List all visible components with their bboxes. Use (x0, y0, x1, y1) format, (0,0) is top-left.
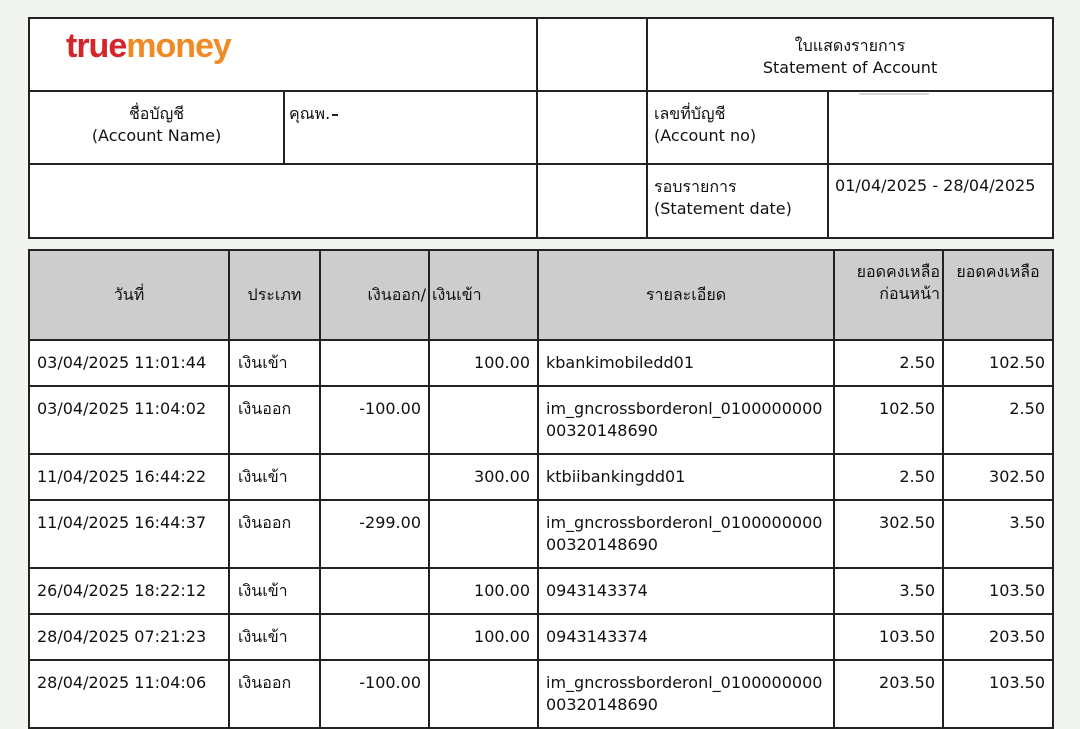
table-row (29, 568, 1053, 614)
account-no-label: เลขที่บัญชี (Account no) (647, 91, 828, 164)
row-balance-before: 302.50 (834, 500, 943, 568)
table-row (29, 500, 1053, 568)
row-detail: im_gncrossborderonl_0100000000 00320148690 (538, 500, 834, 568)
statement-header (28, 17, 1054, 239)
statement-title-th: ใบแสดงรายการ (794, 36, 906, 55)
row-balance-before: 203.50 (834, 660, 943, 728)
statement-date-value: 01/04/2025 - 28/04/2025 (828, 164, 1053, 238)
statement-date-label: รอบรายการ (Statement date) (647, 164, 828, 238)
logo-cell (29, 18, 537, 91)
row-balance-after: 103.50 (943, 568, 1053, 614)
row-type: เงินออก (229, 500, 320, 568)
row-date: 28/04/2025 07:21:23 (29, 614, 229, 660)
row-balance-before: 102.50 (834, 386, 943, 454)
row-out (320, 614, 429, 660)
row-out (320, 568, 429, 614)
row-balance-after: 102.50 (943, 340, 1053, 386)
row-in: 100.00 (429, 614, 538, 660)
row-out: -100.00 (320, 386, 429, 454)
truemoney-logo: truemoney (66, 27, 231, 65)
empty-cell (537, 18, 647, 91)
row-detail: 0943143374 (538, 614, 834, 660)
row-balance-before: 2.50 (834, 340, 943, 386)
table-row (29, 340, 1053, 386)
table-row (29, 386, 1053, 454)
empty-cell (29, 164, 537, 238)
account-name-value: คุณพ. (284, 91, 537, 164)
row-balance-before: 3.50 (834, 568, 943, 614)
row-type: เงินออก (229, 386, 320, 454)
table-header-row (29, 250, 1053, 340)
row-balance-after: 203.50 (943, 614, 1053, 660)
row-date: 26/04/2025 18:22:12 (29, 568, 229, 614)
row-in (429, 500, 538, 568)
row-type: เงินเข้า (229, 614, 320, 660)
table-row (29, 614, 1053, 660)
redaction-mark (332, 114, 338, 116)
transactions-table (28, 249, 1054, 729)
col-balance-before: ยอดคงเหลือ ก่อนหน้า (834, 250, 943, 340)
row-type: เงินเข้า (229, 454, 320, 500)
statement-title (647, 18, 1053, 91)
empty-cell (537, 91, 647, 164)
row-in: 100.00 (429, 568, 538, 614)
col-detail: รายละเอียด (538, 250, 834, 340)
statement-title-en: Statement of Account (762, 58, 938, 77)
row-balance-after: 2.50 (943, 386, 1053, 454)
row-detail: im_gncrossborderonl_0100000000 00320148690 (538, 660, 834, 728)
table-row (29, 660, 1053, 728)
row-date: 03/04/2025 11:04:02 (29, 386, 229, 454)
row-out (320, 454, 429, 500)
row-balance-after: 302.50 (943, 454, 1053, 500)
redacted-account-number (859, 93, 929, 95)
row-date: 28/04/2025 11:04:06 (29, 660, 229, 728)
row-date: 11/04/2025 16:44:37 (29, 500, 229, 568)
row-detail: kbankimobiledd01 (538, 340, 834, 386)
row-out (320, 340, 429, 386)
row-in (429, 660, 538, 728)
row-type: เงินเข้า (229, 568, 320, 614)
row-in (429, 386, 538, 454)
row-date: 11/04/2025 16:44:22 (29, 454, 229, 500)
row-balance-after: 3.50 (943, 500, 1053, 568)
row-in: 100.00 (429, 340, 538, 386)
row-out: -299.00 (320, 500, 429, 568)
row-detail: im_gncrossborderonl_0100000000 00320148690 (538, 386, 834, 454)
row-out: -100.00 (320, 660, 429, 728)
row-balance-before: 103.50 (834, 614, 943, 660)
col-type: ประเภท (229, 250, 320, 340)
row-type: เงินเข้า (229, 340, 320, 386)
row-detail: 0943143374 (538, 568, 834, 614)
col-in: เงินเข้า (429, 250, 538, 340)
account-no-value (828, 91, 1053, 164)
row-balance-before: 2.50 (834, 454, 943, 500)
account-name-label: ชื่อบัญชี (Account Name) (29, 91, 284, 164)
empty-cell (537, 164, 647, 238)
col-out: เงินออก/ (320, 250, 429, 340)
row-date: 03/04/2025 11:01:44 (29, 340, 229, 386)
col-balance-after: ยอดคงเหลือ (943, 250, 1053, 340)
row-balance-after: 103.50 (943, 660, 1053, 728)
row-in: 300.00 (429, 454, 538, 500)
col-date: วันที่ (29, 250, 229, 340)
row-type: เงินออก (229, 660, 320, 728)
table-row (29, 454, 1053, 500)
row-detail: ktbiibankingdd01 (538, 454, 834, 500)
